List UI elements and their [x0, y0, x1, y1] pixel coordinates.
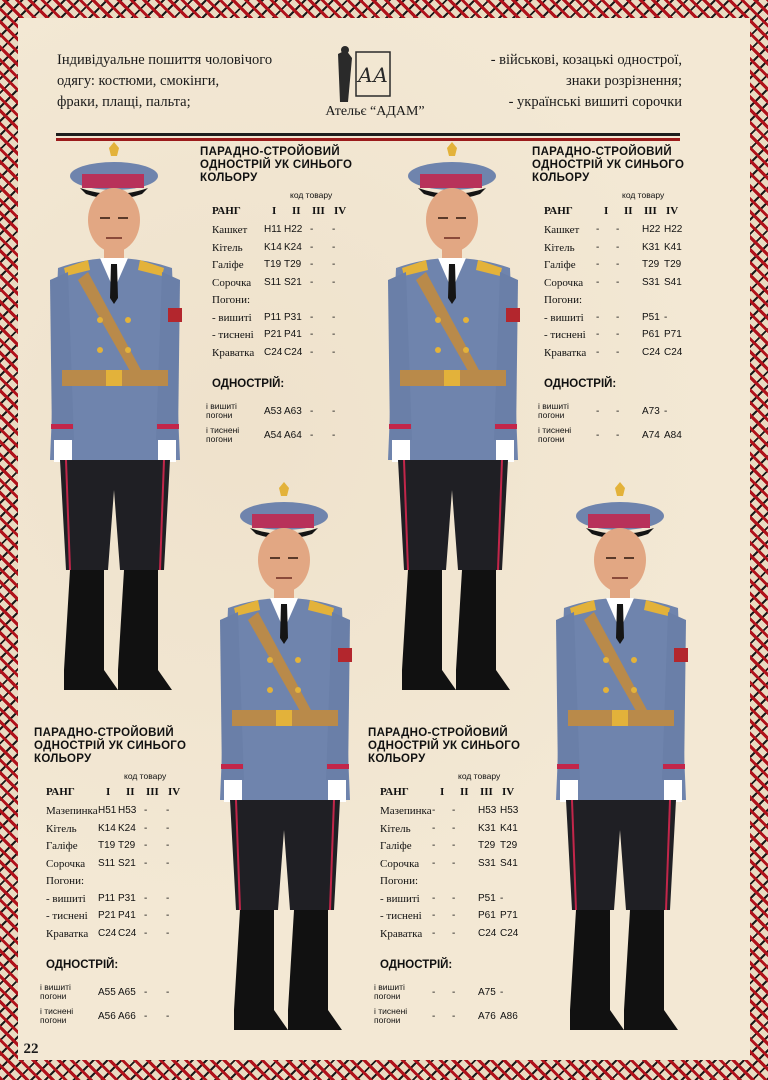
product-code-cell: -	[310, 346, 314, 358]
table-row	[532, 259, 702, 274]
product-code-cell: -	[452, 805, 456, 816]
header-left-line: Індивідуальне пошиття чоловічого	[57, 52, 273, 68]
code-label: код товару	[458, 771, 501, 781]
product-code-cell: -	[310, 259, 314, 270]
product-code-cell: -	[144, 927, 148, 939]
product-code-cell: C24	[118, 927, 137, 939]
table-row	[368, 840, 538, 855]
product-code-cell: -	[452, 910, 456, 921]
product-table-1	[200, 146, 370, 456]
row-label: Кітель	[544, 241, 575, 254]
product-code-cell: T19	[98, 840, 116, 851]
product-code-cell: -	[616, 276, 620, 288]
product-code-cell: H22	[642, 224, 661, 235]
header-left-line: фраки, плащі, пальта;	[57, 94, 191, 110]
product-code-cell: A74	[642, 430, 660, 441]
product-code-cell: -	[166, 1011, 170, 1022]
table-row	[368, 823, 538, 838]
table-row	[200, 259, 370, 274]
product-code-cell: S21	[118, 857, 136, 869]
table-title: ПАРАДНО-СТРОЙОВИЙ ОДНОСТРІЙ УК СИНЬОГО КОЛЬОРУ	[200, 146, 353, 184]
rank-column-header: ІІІ	[312, 205, 325, 217]
rank-column-header: IV	[334, 205, 347, 217]
product-code-cell: A84	[664, 430, 682, 441]
product-code-cell: -	[664, 406, 668, 417]
header-left-line: одягу: костюми, смокінги,	[57, 73, 220, 89]
uniform-section-title: ОДНОСТРІЙ:	[544, 378, 617, 390]
product-code-cell: -	[596, 224, 600, 235]
rank-header-row	[368, 786, 538, 801]
product-code-cell: -	[616, 241, 620, 253]
rank-label: РАНГ	[212, 205, 241, 217]
product-code-cell: S11	[98, 857, 116, 869]
row-label: - вишиті	[544, 311, 584, 324]
product-code-cell: S11	[264, 276, 282, 288]
table-row	[34, 840, 204, 855]
row-label: - тиснені	[212, 329, 254, 341]
product-code-cell: P71	[664, 329, 682, 340]
product-code-cell: S31	[478, 857, 496, 869]
product-code-cell: S41	[664, 276, 682, 288]
table-row	[34, 823, 204, 838]
rank-column-header: ІІ	[292, 205, 301, 217]
header-rule-black	[56, 133, 680, 136]
product-code-cell: P61	[478, 910, 496, 921]
rank-column-header: ІІІ	[644, 205, 657, 217]
product-code-cell: -	[616, 329, 620, 340]
product-code-cell: T29	[664, 259, 682, 270]
page-number: 22	[20, 1040, 42, 1058]
product-code-cell: C24	[500, 927, 519, 939]
logo-monogram: АА	[357, 63, 389, 87]
product-code-cell: C24	[284, 346, 303, 358]
table-row	[532, 277, 702, 292]
rank-column-header: ІІІ	[480, 786, 493, 798]
header-right-line: знаки розрізнення;	[566, 73, 682, 89]
product-code-cell: T29	[478, 840, 496, 851]
product-code-cell: P31	[118, 892, 136, 904]
product-code-cell: -	[332, 276, 336, 288]
product-code-cell: -	[310, 311, 314, 323]
row-label: Погони:	[380, 875, 419, 887]
table-row	[34, 805, 204, 820]
product-code-cell: -	[452, 857, 456, 869]
row-label: Мазепинка	[380, 805, 432, 817]
table-row	[368, 805, 538, 820]
product-code-cell: -	[166, 927, 170, 939]
product-code-cell: -	[596, 241, 600, 253]
table-row	[532, 312, 702, 327]
product-code-cell: -	[166, 840, 170, 851]
rank-column-header: І	[604, 205, 609, 217]
product-code-cell: -	[432, 805, 436, 816]
product-code-cell: C24	[642, 346, 661, 358]
uniform-label: і тиснені погони	[538, 425, 572, 444]
code-label: код товару	[622, 190, 665, 200]
product-code-cell: -	[332, 329, 336, 340]
product-code-cell: -	[144, 822, 148, 834]
row-label: Галіфе	[380, 840, 412, 852]
product-code-cell: -	[332, 430, 336, 441]
table-row	[200, 312, 370, 327]
product-code-cell: -	[596, 406, 600, 417]
row-label: Мазепинка	[46, 805, 98, 817]
product-code-cell: A54	[264, 430, 282, 441]
product-code-cell: H53	[118, 805, 137, 816]
product-code-cell: K31	[478, 822, 496, 834]
product-code-cell: S31	[642, 276, 660, 288]
product-code-cell: A56	[98, 1011, 116, 1022]
product-code-cell: -	[166, 910, 170, 921]
product-table-2	[532, 146, 702, 456]
product-code-cell: A53	[264, 406, 282, 417]
atelier-name: Ательє “АДАМ”	[325, 104, 425, 119]
product-code-cell: -	[616, 346, 620, 358]
product-code-cell: -	[500, 987, 504, 998]
product-code-cell: T29	[642, 259, 660, 270]
row-label: Краватка	[380, 927, 423, 940]
table-row	[34, 928, 204, 943]
product-code-cell: -	[596, 430, 600, 441]
uniform-label: і вишиті погони	[538, 401, 569, 420]
product-code-cell: -	[166, 805, 170, 816]
row-label: Кашкет	[212, 224, 248, 236]
product-code-cell: H53	[500, 805, 519, 816]
product-code-cell: A55	[98, 987, 116, 998]
table-row	[34, 893, 204, 908]
product-code-cell: K14	[264, 241, 282, 253]
product-code-cell: A86	[500, 1011, 518, 1022]
product-code-cell: -	[310, 430, 314, 441]
product-code-cell: C24	[264, 346, 283, 358]
table-row	[368, 893, 538, 908]
product-code-cell: A63	[284, 406, 302, 417]
product-code-cell: K41	[500, 822, 518, 834]
rank-column-header: ІІ	[126, 786, 135, 798]
product-code-cell: P21	[98, 910, 116, 921]
product-code-cell: -	[452, 927, 456, 939]
uniform-row	[532, 402, 702, 424]
uniform-label: і вишиті погони	[40, 982, 71, 1001]
row-label: - тиснені	[380, 910, 422, 922]
product-table-3	[34, 727, 204, 1037]
product-code-cell: -	[144, 987, 148, 998]
header-right-line: - українські вишиті сорочки	[508, 94, 682, 110]
product-table-4	[368, 727, 538, 1037]
product-code-cell: -	[166, 987, 170, 998]
atelier-logo	[326, 44, 396, 104]
product-code-cell: T29	[118, 840, 136, 851]
product-code-cell: A73	[642, 406, 660, 417]
table-row	[200, 242, 370, 257]
uniform-label: і вишиті погони	[206, 401, 237, 420]
uniform-row	[368, 1007, 538, 1029]
uniform-row	[34, 983, 204, 1005]
product-code-cell: C24	[664, 346, 683, 358]
table-title: ПАРАДНО-СТРОЙОВИЙ ОДНОСТРІЙ УК СИНЬОГО КОЛЬОРУ	[34, 727, 187, 765]
table-row	[532, 294, 702, 309]
uniform-row	[532, 426, 702, 448]
product-code-cell: P51	[642, 311, 660, 323]
product-code-cell: -	[432, 822, 436, 834]
table-row	[368, 858, 538, 873]
product-code-cell: T29	[500, 840, 518, 851]
product-code-cell: S21	[284, 276, 302, 288]
product-code-cell: P11	[98, 892, 116, 904]
product-code-cell: -	[616, 259, 620, 270]
product-code-cell: K14	[98, 822, 116, 834]
uniform-section-title: ОДНОСТРІЙ:	[380, 959, 453, 971]
soldier-illustration-1	[30, 140, 200, 710]
row-label: Сорочка	[380, 857, 420, 870]
rank-column-header: І	[440, 786, 445, 798]
uniform-label: і вишиті погони	[374, 982, 405, 1001]
product-code-cell: T29	[284, 259, 302, 270]
product-code-cell: P41	[118, 910, 136, 921]
row-label: Сорочка	[544, 276, 584, 289]
table-row	[200, 224, 370, 239]
row-label: Краватка	[212, 346, 255, 359]
product-code-cell: -	[310, 329, 314, 340]
product-code-cell: -	[452, 1011, 456, 1022]
rank-column-header: IV	[502, 786, 515, 798]
table-row	[368, 910, 538, 925]
product-code-cell: -	[616, 311, 620, 323]
row-label: - вишиті	[212, 311, 252, 324]
product-code-cell: -	[452, 822, 456, 834]
table-row	[200, 294, 370, 309]
product-code-cell: -	[500, 892, 504, 904]
table-row	[200, 329, 370, 344]
product-code-cell: -	[596, 329, 600, 340]
uniform-section-title: ОДНОСТРІЙ:	[212, 378, 285, 390]
row-label: Кітель	[380, 822, 411, 835]
product-code-cell: -	[596, 276, 600, 288]
product-code-cell: -	[310, 406, 314, 417]
product-code-cell: H22	[284, 224, 303, 235]
product-code-cell: -	[432, 840, 436, 851]
row-label: Галіфе	[212, 259, 244, 271]
product-code-cell: -	[452, 892, 456, 904]
product-code-cell: -	[432, 927, 436, 939]
rank-label: РАНГ	[380, 786, 409, 798]
rank-header-row	[200, 205, 370, 220]
product-code-cell: P21	[264, 329, 282, 340]
product-code-cell: S41	[500, 857, 518, 869]
table-row	[200, 347, 370, 362]
product-code-cell: -	[144, 892, 148, 904]
product-code-cell: -	[332, 241, 336, 253]
product-code-cell: P31	[284, 311, 302, 323]
product-code-cell: A76	[478, 1011, 496, 1022]
table-row	[34, 875, 204, 890]
rank-column-header: IV	[168, 786, 181, 798]
product-code-cell: -	[310, 241, 314, 253]
product-code-cell: P11	[264, 311, 282, 323]
product-code-cell: -	[144, 805, 148, 816]
rank-column-header: ІІІ	[146, 786, 159, 798]
product-code-cell: -	[332, 346, 336, 358]
product-code-cell: H51	[98, 805, 117, 816]
product-code-cell: P71	[500, 910, 518, 921]
uniform-row	[368, 983, 538, 1005]
row-label: Краватка	[46, 927, 89, 940]
row-label: Погони:	[46, 875, 85, 887]
table-row	[368, 928, 538, 943]
table-row	[532, 224, 702, 239]
row-label: Галіфе	[544, 259, 576, 271]
product-code-cell: -	[332, 406, 336, 417]
table-row	[532, 347, 702, 362]
product-code-cell: -	[144, 1011, 148, 1022]
product-code-cell: K24	[118, 822, 136, 834]
row-label: Погони:	[544, 294, 583, 306]
table-row	[532, 242, 702, 257]
row-label: Сорочка	[212, 276, 252, 289]
table-title: ПАРАДНО-СТРОЙОВИЙ ОДНОСТРІЙ УК СИНЬОГО КОЛЬОРУ	[532, 146, 685, 184]
row-label: Галіфе	[46, 840, 78, 852]
soldier-illustration-4	[536, 480, 706, 1050]
product-code-cell: P51	[478, 892, 496, 904]
product-code-cell: -	[596, 311, 600, 323]
row-label: Погони:	[212, 294, 251, 306]
row-label: Кашкет	[544, 224, 580, 236]
uniform-section-title: ОДНОСТРІЙ:	[46, 959, 119, 971]
rank-column-header: І	[106, 786, 111, 798]
rank-header-row	[34, 786, 204, 801]
product-code-cell: -	[664, 311, 668, 323]
product-code-cell: -	[616, 430, 620, 441]
rank-column-header: І	[272, 205, 277, 217]
product-code-cell: K31	[642, 241, 660, 253]
uniform-row	[200, 402, 370, 424]
product-code-cell: -	[144, 857, 148, 869]
uniform-row	[34, 1007, 204, 1029]
row-label: - тиснені	[46, 910, 88, 922]
product-code-cell: A64	[284, 430, 302, 441]
product-code-cell: -	[596, 346, 600, 358]
code-label: код товару	[124, 771, 167, 781]
product-code-cell: -	[310, 276, 314, 288]
product-code-cell: H22	[664, 224, 683, 235]
product-code-cell: -	[332, 311, 336, 323]
product-code-cell: K41	[664, 241, 682, 253]
row-label: Сорочка	[46, 857, 86, 870]
product-code-cell: -	[332, 259, 336, 270]
table-row	[200, 277, 370, 292]
rank-column-header: ІІ	[460, 786, 469, 798]
product-code-cell: -	[616, 406, 620, 417]
soldier-illustration-2	[368, 140, 538, 710]
rank-header-row	[532, 205, 702, 220]
product-code-cell: -	[452, 987, 456, 998]
product-code-cell: -	[144, 910, 148, 921]
rank-column-header: ІІ	[624, 205, 633, 217]
rank-column-header: IV	[666, 205, 679, 217]
product-code-cell: -	[432, 1011, 436, 1022]
row-label: Кітель	[46, 822, 77, 835]
product-code-cell: -	[144, 840, 148, 851]
product-code-cell: -	[432, 910, 436, 921]
product-code-cell: -	[166, 857, 170, 869]
table-row	[532, 329, 702, 344]
product-code-cell: A75	[478, 987, 496, 998]
header-services-left	[57, 50, 272, 113]
table-title: ПАРАДНО-СТРОЙОВИЙ ОДНОСТРІЙ УК СИНЬОГО КОЛЬОРУ	[368, 727, 521, 765]
product-code-cell: A65	[118, 987, 136, 998]
product-code-cell: -	[432, 857, 436, 869]
rank-label: РАНГ	[544, 205, 573, 217]
product-code-cell: -	[452, 840, 456, 851]
product-code-cell: T19	[264, 259, 282, 270]
table-row	[34, 910, 204, 925]
soldier-illustration-3	[200, 480, 370, 1050]
uniform-label: і тиснені погони	[374, 1006, 408, 1025]
product-code-cell: P61	[642, 329, 660, 340]
header-right-line: - військові, козацькі однострої,	[490, 52, 682, 68]
product-code-cell: -	[332, 224, 336, 235]
row-label: - вишиті	[380, 892, 420, 905]
product-code-cell: K24	[284, 241, 302, 253]
uniform-row	[200, 426, 370, 448]
product-code-cell: A66	[118, 1011, 136, 1022]
product-code-cell: C24	[98, 927, 117, 939]
code-label: код товару	[290, 190, 333, 200]
uniform-label: і тиснені погони	[40, 1006, 74, 1025]
row-label: - вишиті	[46, 892, 86, 905]
uniform-label: і тиснені погони	[206, 425, 240, 444]
table-row	[34, 858, 204, 873]
product-code-cell: H53	[478, 805, 497, 816]
rank-label: РАНГ	[46, 786, 75, 798]
product-code-cell: H11	[264, 224, 282, 235]
row-label: Краватка	[544, 346, 587, 359]
product-code-cell: -	[166, 822, 170, 834]
header-services-right	[491, 50, 682, 113]
table-row	[368, 875, 538, 890]
product-code-cell: -	[166, 892, 170, 904]
row-label: - тиснені	[544, 329, 586, 341]
product-code-cell: -	[616, 224, 620, 235]
product-code-cell: -	[596, 259, 600, 270]
product-code-cell: -	[432, 892, 436, 904]
product-code-cell: -	[432, 987, 436, 998]
product-code-cell: C24	[478, 927, 497, 939]
row-label: Кітель	[212, 241, 243, 254]
product-code-cell: P41	[284, 329, 302, 340]
product-code-cell: -	[310, 224, 314, 235]
